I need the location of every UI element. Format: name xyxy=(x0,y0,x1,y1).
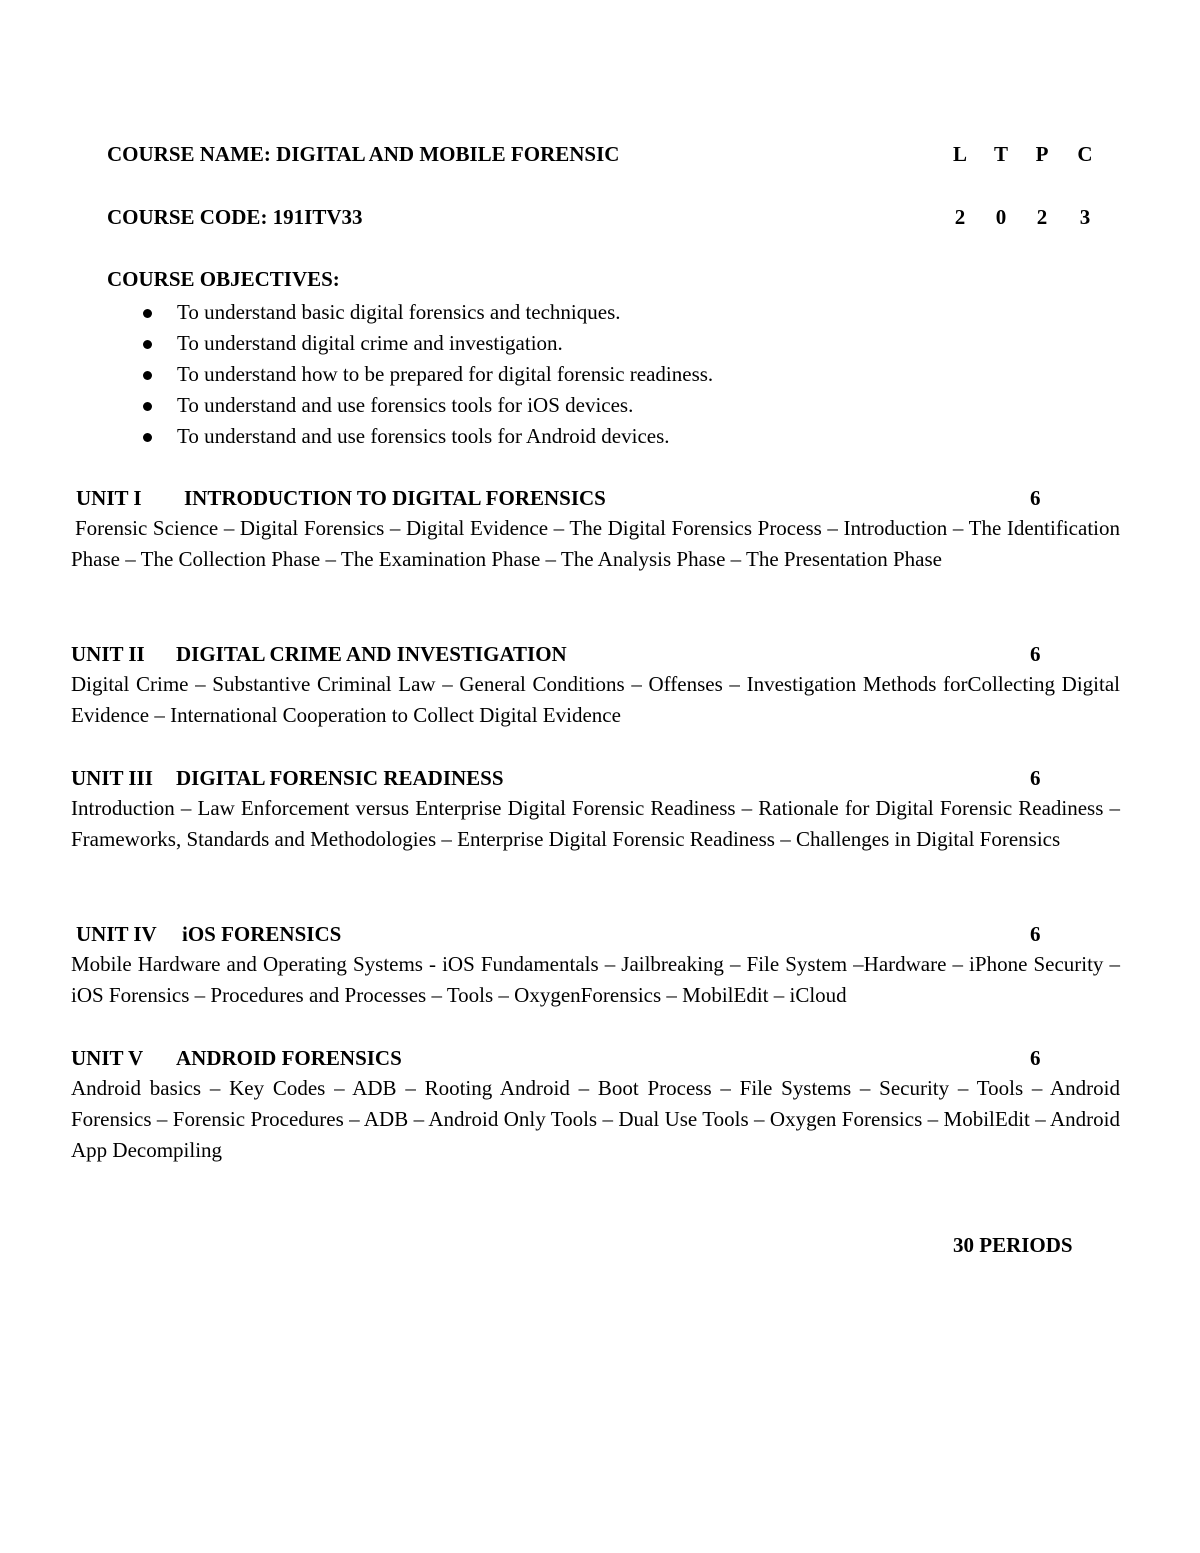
objective-item xyxy=(140,328,713,359)
unit-1-number: UNIT I xyxy=(76,486,142,510)
unit-2-content: Digital Crime – Substantive Criminal Law – General Conditions – Offenses – Investigation Methods forCollecting Digital Evidence – International Cooperation to Collect Digital Evidence xyxy=(71,672,1120,728)
unit-3-hours: 6 xyxy=(1030,766,1041,790)
ltpc-label-p: P xyxy=(1035,142,1049,166)
course-name: COURSE NAME: DIGITAL AND MOBILE FORENSIC xyxy=(107,142,620,166)
objective-text: To understand how to be prepared for digital forensic readiness. xyxy=(177,362,714,386)
objective-item xyxy=(140,390,713,421)
objective-text: To understand and use forensics tools for iOS devices. xyxy=(177,393,634,417)
bullet-icon xyxy=(143,371,152,380)
unit-1-hours: 6 xyxy=(1030,486,1041,510)
objective-text: To understand digital crime and investigation. xyxy=(177,331,563,355)
objectives-heading: COURSE OBJECTIVES: xyxy=(107,267,340,291)
bullet-icon xyxy=(143,402,152,411)
unit-3-number: UNIT III xyxy=(71,766,153,790)
ltpc-label-l: L xyxy=(952,142,967,166)
unit-2-number: UNIT II xyxy=(71,642,145,666)
unit-2-title: DIGITAL CRIME AND INVESTIGATION xyxy=(176,642,567,666)
ltpc-value-t: 0 xyxy=(995,205,1007,229)
unit-5-content: Android basics – Key Codes – ADB – Rooting Android – Boot Process – File Systems – Security – Tools – Android Forensics – Forensic Procedures – ADB – Android Only Tools – Dual Use Tools – Oxygen Forensics – MobilEdit – Android App Decompiling xyxy=(71,1076,1120,1163)
objective-item xyxy=(140,297,713,328)
objective-text: To understand basic digital forensics and techniques. xyxy=(177,300,621,324)
ltpc-value-l: 2 xyxy=(954,205,966,229)
bullet-icon xyxy=(143,309,152,318)
ltpc-value-c: 3 xyxy=(1079,205,1091,229)
unit-5-number: UNIT V xyxy=(71,1046,144,1070)
objective-item xyxy=(140,359,713,390)
unit-4-hours: 6 xyxy=(1030,922,1041,946)
unit-5-title: ANDROID FORENSICS xyxy=(176,1046,402,1070)
unit-3-content: Introduction – Law Enforcement versus Enterprise Digital Forensic Readiness – Rationale for Digital Forensic Readiness – Frameworks, Standards and Methodologies – Enterprise Digital Forensic Readiness – Challenges in Digital Forensics xyxy=(71,796,1120,852)
ltpc-label-t: T xyxy=(993,142,1008,166)
unit-4-title: iOS FORENSICS xyxy=(182,922,342,946)
objective-text: To understand and use forensics tools for Android devices. xyxy=(177,424,670,448)
unit-1-content: Forensic Science – Digital Forensics – Digital Evidence – The Digital Forensics Process – Introduction – The Identification Phase – The Collection Phase – The Examination Phase – The Analysis Phase – The Presentation Phase xyxy=(71,516,1120,572)
total-periods: 30 PERIODS xyxy=(953,1233,1073,1257)
ltpc-label-c: C xyxy=(1077,142,1093,166)
ltpc-value-p: 2 xyxy=(1036,205,1048,229)
course-code: COURSE CODE: 191ITV33 xyxy=(107,205,363,229)
unit-4-content: Mobile Hardware and Operating Systems - iOS Fundamentals – Jailbreaking – File System –Hardware – iPhone Security – iOS Forensics – Procedures and Processes – Tools – OxygenForensics – MobilEdit – iCloud xyxy=(71,952,1120,1008)
unit-4-number: UNIT IV xyxy=(76,922,157,946)
unit-5-hours: 6 xyxy=(1030,1046,1041,1070)
bullet-icon xyxy=(143,433,152,442)
unit-3-title: DIGITAL FORENSIC READINESS xyxy=(176,766,504,790)
unit-2-hours: 6 xyxy=(1030,642,1041,666)
objectives-list xyxy=(140,297,713,452)
objective-item xyxy=(140,421,713,452)
bullet-icon xyxy=(143,340,152,349)
unit-1-title: INTRODUCTION TO DIGITAL FORENSICS xyxy=(184,486,606,510)
